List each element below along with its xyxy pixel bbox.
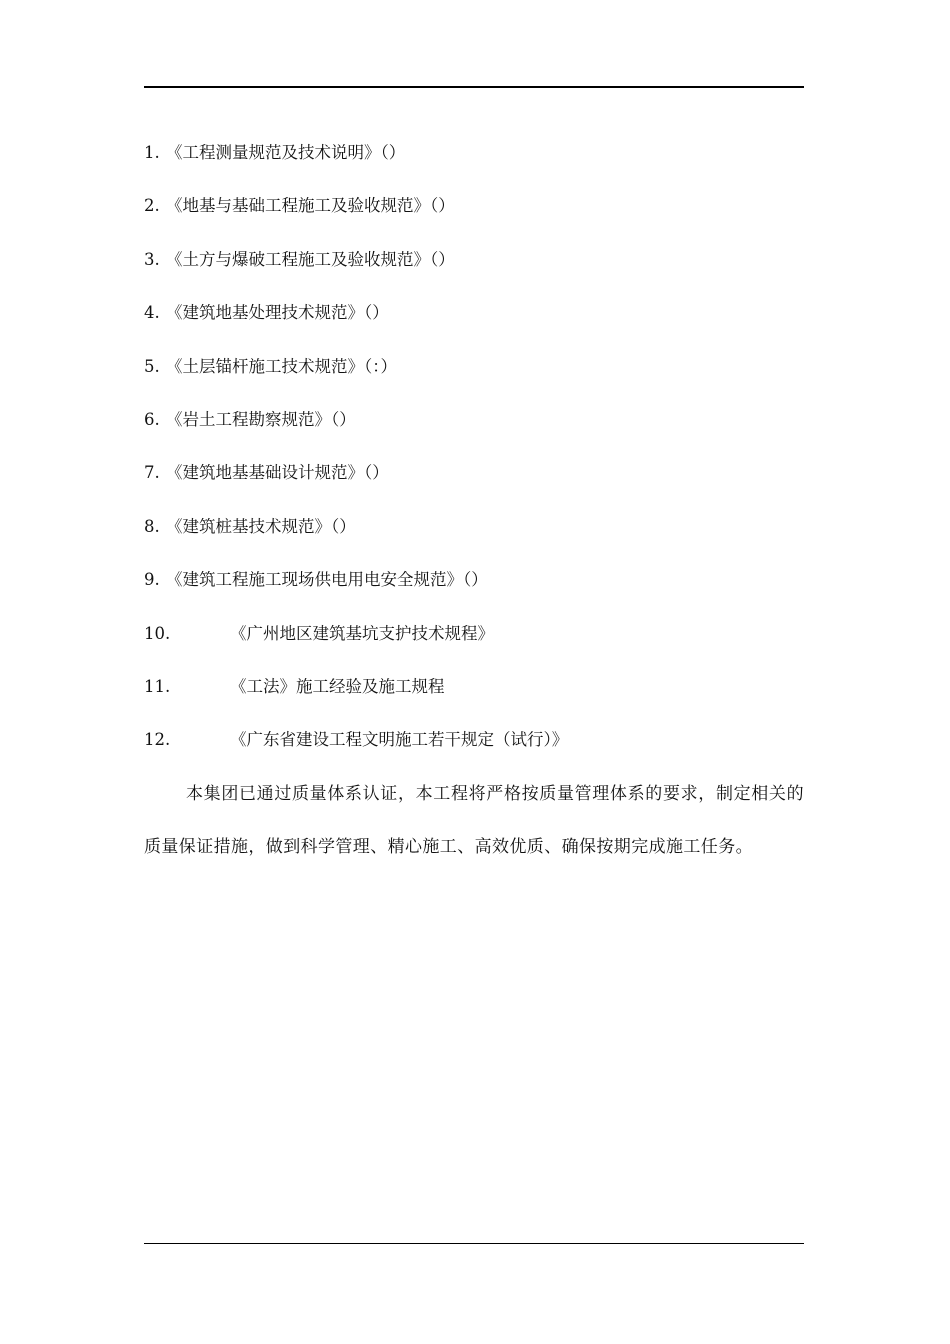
list-item (144, 300, 804, 353)
list-item (144, 567, 804, 620)
list-item (144, 514, 804, 567)
item-number: 1. (144, 143, 160, 162)
item-number: 10. (144, 623, 171, 643)
reference-list (144, 140, 804, 781)
item-number: 2. (144, 196, 160, 216)
item-number: 12. (144, 730, 171, 750)
item-number: 9. (144, 570, 160, 590)
list-item (144, 674, 804, 727)
item-number: 8. (144, 516, 160, 536)
item-title: 《土层锚杆施工技术规范》（：） (166, 356, 397, 376)
item-title: 《建筑地基基础设计规范》（） (166, 463, 389, 483)
list-item (144, 407, 804, 460)
header-rule (144, 86, 804, 88)
item-title: 《岩土工程勘察规范》（） (166, 409, 356, 429)
item-title: 《地基与基础工程施工及验收规范》（） (166, 196, 455, 216)
footer-rule (144, 1243, 804, 1244)
item-title: 《工程测量规范及技术说明》（） (166, 143, 406, 162)
item-title: 《建筑桩基技术规范》（） (166, 516, 356, 536)
list-item (144, 460, 804, 513)
item-number: 3. (144, 249, 160, 269)
list-item (144, 140, 804, 193)
item-title: 《工法》施工经验及施工规程 (230, 676, 445, 696)
item-number: 5. (144, 356, 160, 376)
item-title: 《土方与爆破工程施工及验收规范》（） (166, 249, 455, 269)
list-item (144, 193, 804, 246)
list-item (144, 621, 804, 674)
item-number: 6. (144, 409, 160, 429)
body-paragraph: 本集团已通过质量体系认证，本工程将严格按质量管理体系的要求，制定相关的质量保证措施，做到科学管理、精心施工、高效优质、确保按期完成施工任务。 (144, 784, 804, 857)
item-number: 7. (144, 463, 160, 483)
item-number: 4. (144, 303, 160, 323)
item-title: 《建筑工程施工现场供电用电安全规范》（） (166, 570, 488, 590)
item-title: 《建筑地基处理技术规范》（） (166, 303, 389, 323)
item-number: 11. (144, 676, 171, 696)
list-item (144, 354, 804, 407)
item-title: 《广东省建设工程文明施工若干规定（试行）》 (230, 730, 569, 750)
item-title: 《广州地区建筑基坑支护技术规程》 (230, 623, 494, 643)
list-item (144, 247, 804, 300)
